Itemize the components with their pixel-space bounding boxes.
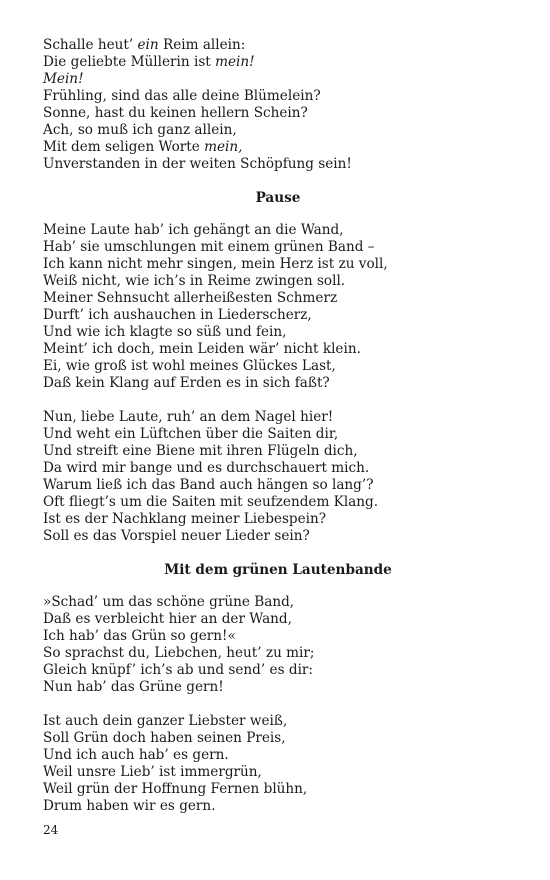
poem-line: Warum ließ ich das Band auch hängen so lang’?: [43, 477, 374, 493]
poem-line: Und wie ich klagte so süß und fein,: [43, 324, 287, 340]
poem-line: Da wird mir bange und es durchschauert mich.: [43, 460, 370, 476]
poem-continuation: [43, 37, 513, 173]
poem-line: Sonne, hast du keinen hellern Schein?: [43, 105, 308, 121]
poem-line: Daß es verbleicht hier an der Wand,: [43, 611, 292, 627]
poem-line: Ich kann nicht mehr singen, mein Herz ist zu voll,: [43, 256, 388, 272]
poem-line: Ist es der Nachklang meiner Liebespein?: [43, 511, 327, 527]
poem-line: »Schad’ um das schöne grüne Band,: [43, 594, 295, 610]
stanza: [43, 409, 513, 545]
poem-line: Unverstanden in der weiten Schöpfung sein!: [43, 156, 352, 172]
stanza: [43, 222, 513, 392]
poem-line: Frühling, sind das alle deine Blümelein?: [43, 88, 321, 104]
page-number: 24: [43, 823, 59, 837]
poem-line: Meiner Sehnsucht allerheißesten Schmerz: [43, 290, 338, 306]
poem-line: Ich hab’ das Grün so gern!«: [43, 628, 236, 644]
poem-line: Gleich knüpf’ ich’s ab und send’ es dir:: [43, 662, 313, 678]
stanza: [43, 594, 513, 696]
poem-line: Daß kein Klang auf Erden es in sich faßt?: [43, 375, 330, 391]
poem-line: So sprachst du, Liebchen, heut’ zu mir;: [43, 645, 315, 661]
poem-line: Weiß nicht, wie ich’s in Reime zwingen soll.: [43, 273, 346, 289]
poem-line: Ei, wie groß ist wohl meines Glückes Last,: [43, 358, 336, 374]
poem-line: Weil grün der Hoffnung Fernen blühn,: [43, 781, 308, 797]
poem-line: Mit dem seligen Worte mein,: [43, 139, 243, 155]
poem-line: Ach, so muß ich ganz allein,: [43, 122, 237, 138]
poem-line: Meint’ ich doch, mein Leiden wär’ nicht klein.: [43, 341, 361, 357]
poem-line: Die geliebte Müllerin ist mein!: [43, 54, 255, 70]
stanza: [43, 713, 513, 815]
poem-line: Drum haben wir es gern.: [43, 798, 216, 814]
poem-line: Mein!: [43, 71, 84, 87]
poem-title-pause: Pause: [255, 190, 301, 206]
poem-line: Schalle heut’ ein Reim allein:: [43, 37, 246, 53]
poem-line: Soll Grün doch haben seinen Preis,: [43, 730, 286, 746]
poem-line: Hab’ sie umschlungen mit einem grünen Band –: [43, 239, 375, 255]
poem-line: Soll es das Vorspiel neuer Lieder sein?: [43, 528, 310, 544]
poem-line: Oft fliegt’s um die Saiten mit seufzendem Klang.: [43, 494, 379, 510]
poem-line: Durft’ ich aushauchen in Liederscherz,: [43, 307, 312, 323]
poem-line: Nun hab’ das Grüne gern!: [43, 679, 224, 695]
poem-title-lautenbande: Mit dem grünen Lautenbande: [164, 562, 392, 578]
poem-line: Ist auch dein ganzer Liebster weiß,: [43, 713, 288, 729]
poem-line: Und ich auch hab’ es gern.: [43, 747, 229, 763]
poem-line: Nun, liebe Laute, ruh’ an dem Nagel hier!: [43, 409, 334, 425]
poem-line: Und streift eine Biene mit ihren Flügeln dich,: [43, 443, 358, 459]
poem-line: Und weht ein Lüftchen über die Saiten dir,: [43, 426, 339, 442]
poem-line: Meine Laute hab’ ich gehängt an die Wand,: [43, 222, 344, 238]
page-text: [43, 37, 513, 832]
poem-line: Weil unsre Lieb’ ist immergrün,: [43, 764, 262, 780]
